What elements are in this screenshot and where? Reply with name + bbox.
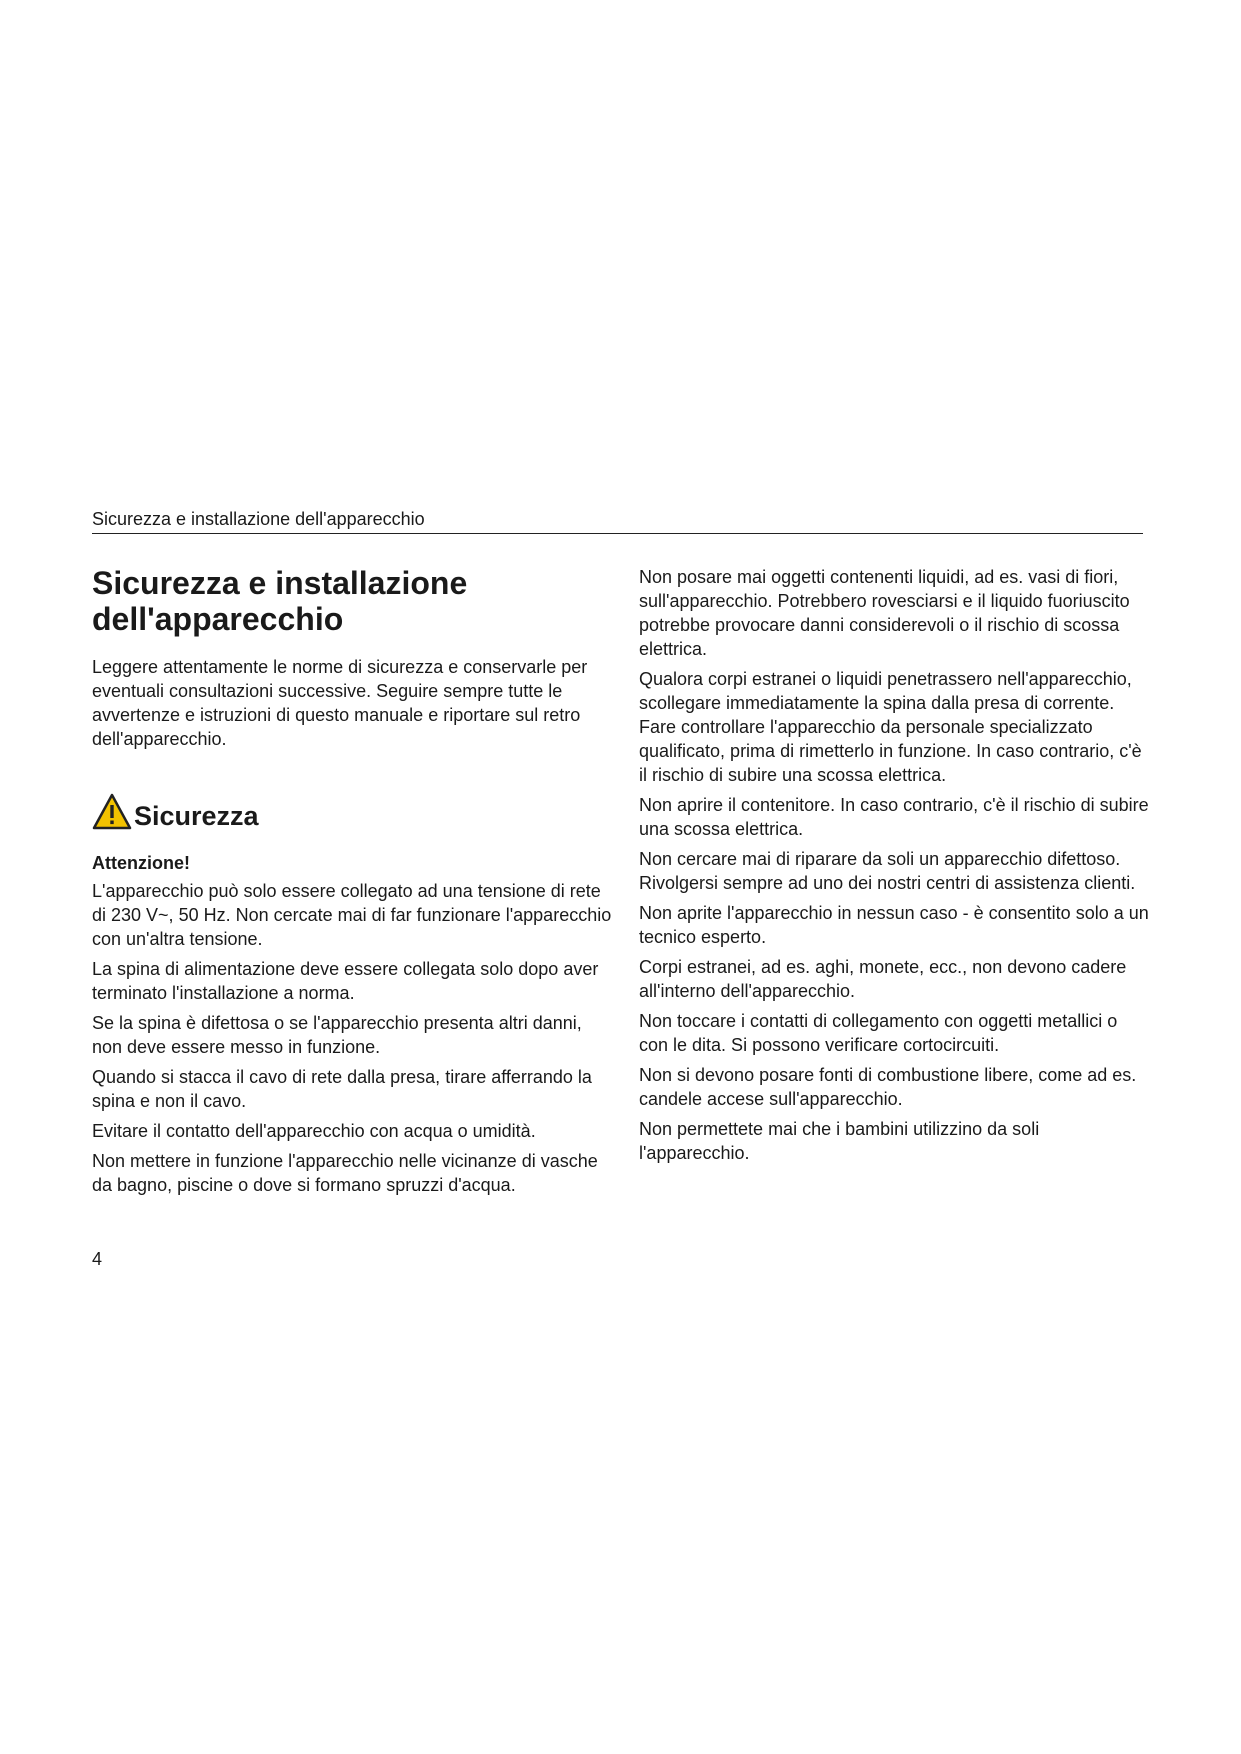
intro-paragraph: Leggere attentamente le norme di sicurezza e conservarle per eventuali consultazioni successive. Seguire sempre tutte le avvertenze e istruzioni di questo manuale e riportare sul retro dell'apparecchio. [92, 657, 588, 749]
left-paragraph: Evitare il contatto dell'apparecchio con acqua o umidità. [92, 1121, 536, 1141]
running-header: Sicurezza e installazione dell'apparecchio [92, 509, 425, 529]
right-paragraph: Non aprire il contenitore. In caso contrario, c'è il rischio di subire una scossa elettrica. [639, 795, 1149, 839]
right-column [639, 565, 1149, 1171]
warning-triangle-icon [92, 793, 132, 831]
left-paragraph: Quando si stacca il cavo di rete dalla presa, tirare afferrando la spina e non il cavo. [92, 1067, 592, 1111]
right-paragraph: Qualora corpi estranei o liquidi penetrassero nell'apparecchio, scollegare immediatamente la spina dalla presa di corrente. Fare controllare l'apparecchio da personale specializzato qualificato, prima di rimetterlo in funzione. In caso contrario, c'è il rischio di subire una scossa elettrica. [639, 669, 1142, 785]
right-paragraph: Corpi estranei, ad es. aghi, monete, ecc., non devono cadere all'interno dell'apparecchio. [639, 957, 1127, 1001]
right-paragraph: Non si devono posare fonti di combustione libere, come ad es. candele accese sull'apparecchio. [639, 1065, 1137, 1109]
left-paragraph: La spina di alimentazione deve essere collegata solo dopo aver terminato l'installazione a norma. [92, 959, 599, 1003]
section-heading-safety [92, 789, 612, 831]
right-paragraph: Non permettete mai che i bambini utilizzino da soli l'apparecchio. [639, 1119, 1040, 1163]
attention-label: Attenzione! [92, 853, 190, 873]
header-divider [92, 533, 1143, 534]
right-paragraph: Non cercare mai di riparare da soli un apparecchio difettoso. Rivolgersi sempre ad uno dei nostri centri di assistenza clienti. [639, 849, 1136, 893]
right-paragraph: Non posare mai oggetti contenenti liquidi, ad es. vasi di fiori, sull'apparecchio. Potrebbero rovesciarsi e il liquido fuoriuscito potrebbe provocare danni considerevoli o il rischio di scossa elettrica. [639, 567, 1130, 659]
page-title: Sicurezza e installazione dell'apparecchio [92, 565, 468, 637]
right-paragraph: Non toccare i contatti di collegamento con oggetti metallici o con le dita. Si possono verificare cortocircuiti. [639, 1011, 1118, 1055]
left-paragraph: L'apparecchio può solo essere collegato ad una tensione di rete di 230 V~, 50 Hz. Non cercate mai di far funzionare l'apparecchio con un'altra tensione. [92, 881, 612, 949]
left-paragraph: Se la spina è difettosa o se l'apparecchio presenta altri danni, non deve essere messo in funzione. [92, 1013, 582, 1057]
left-column [92, 565, 612, 1203]
section-title: Sicurezza [134, 801, 259, 831]
page-number: 4 [92, 1249, 103, 1269]
right-paragraph: Non aprite l'apparecchio in nessun caso - è consentito solo a un tecnico esperto. [639, 903, 1149, 947]
left-paragraph: Non mettere in funzione l'apparecchio nelle vicinanze di vasche da bagno, piscine o dove si formano spruzzi d'acqua. [92, 1151, 598, 1195]
